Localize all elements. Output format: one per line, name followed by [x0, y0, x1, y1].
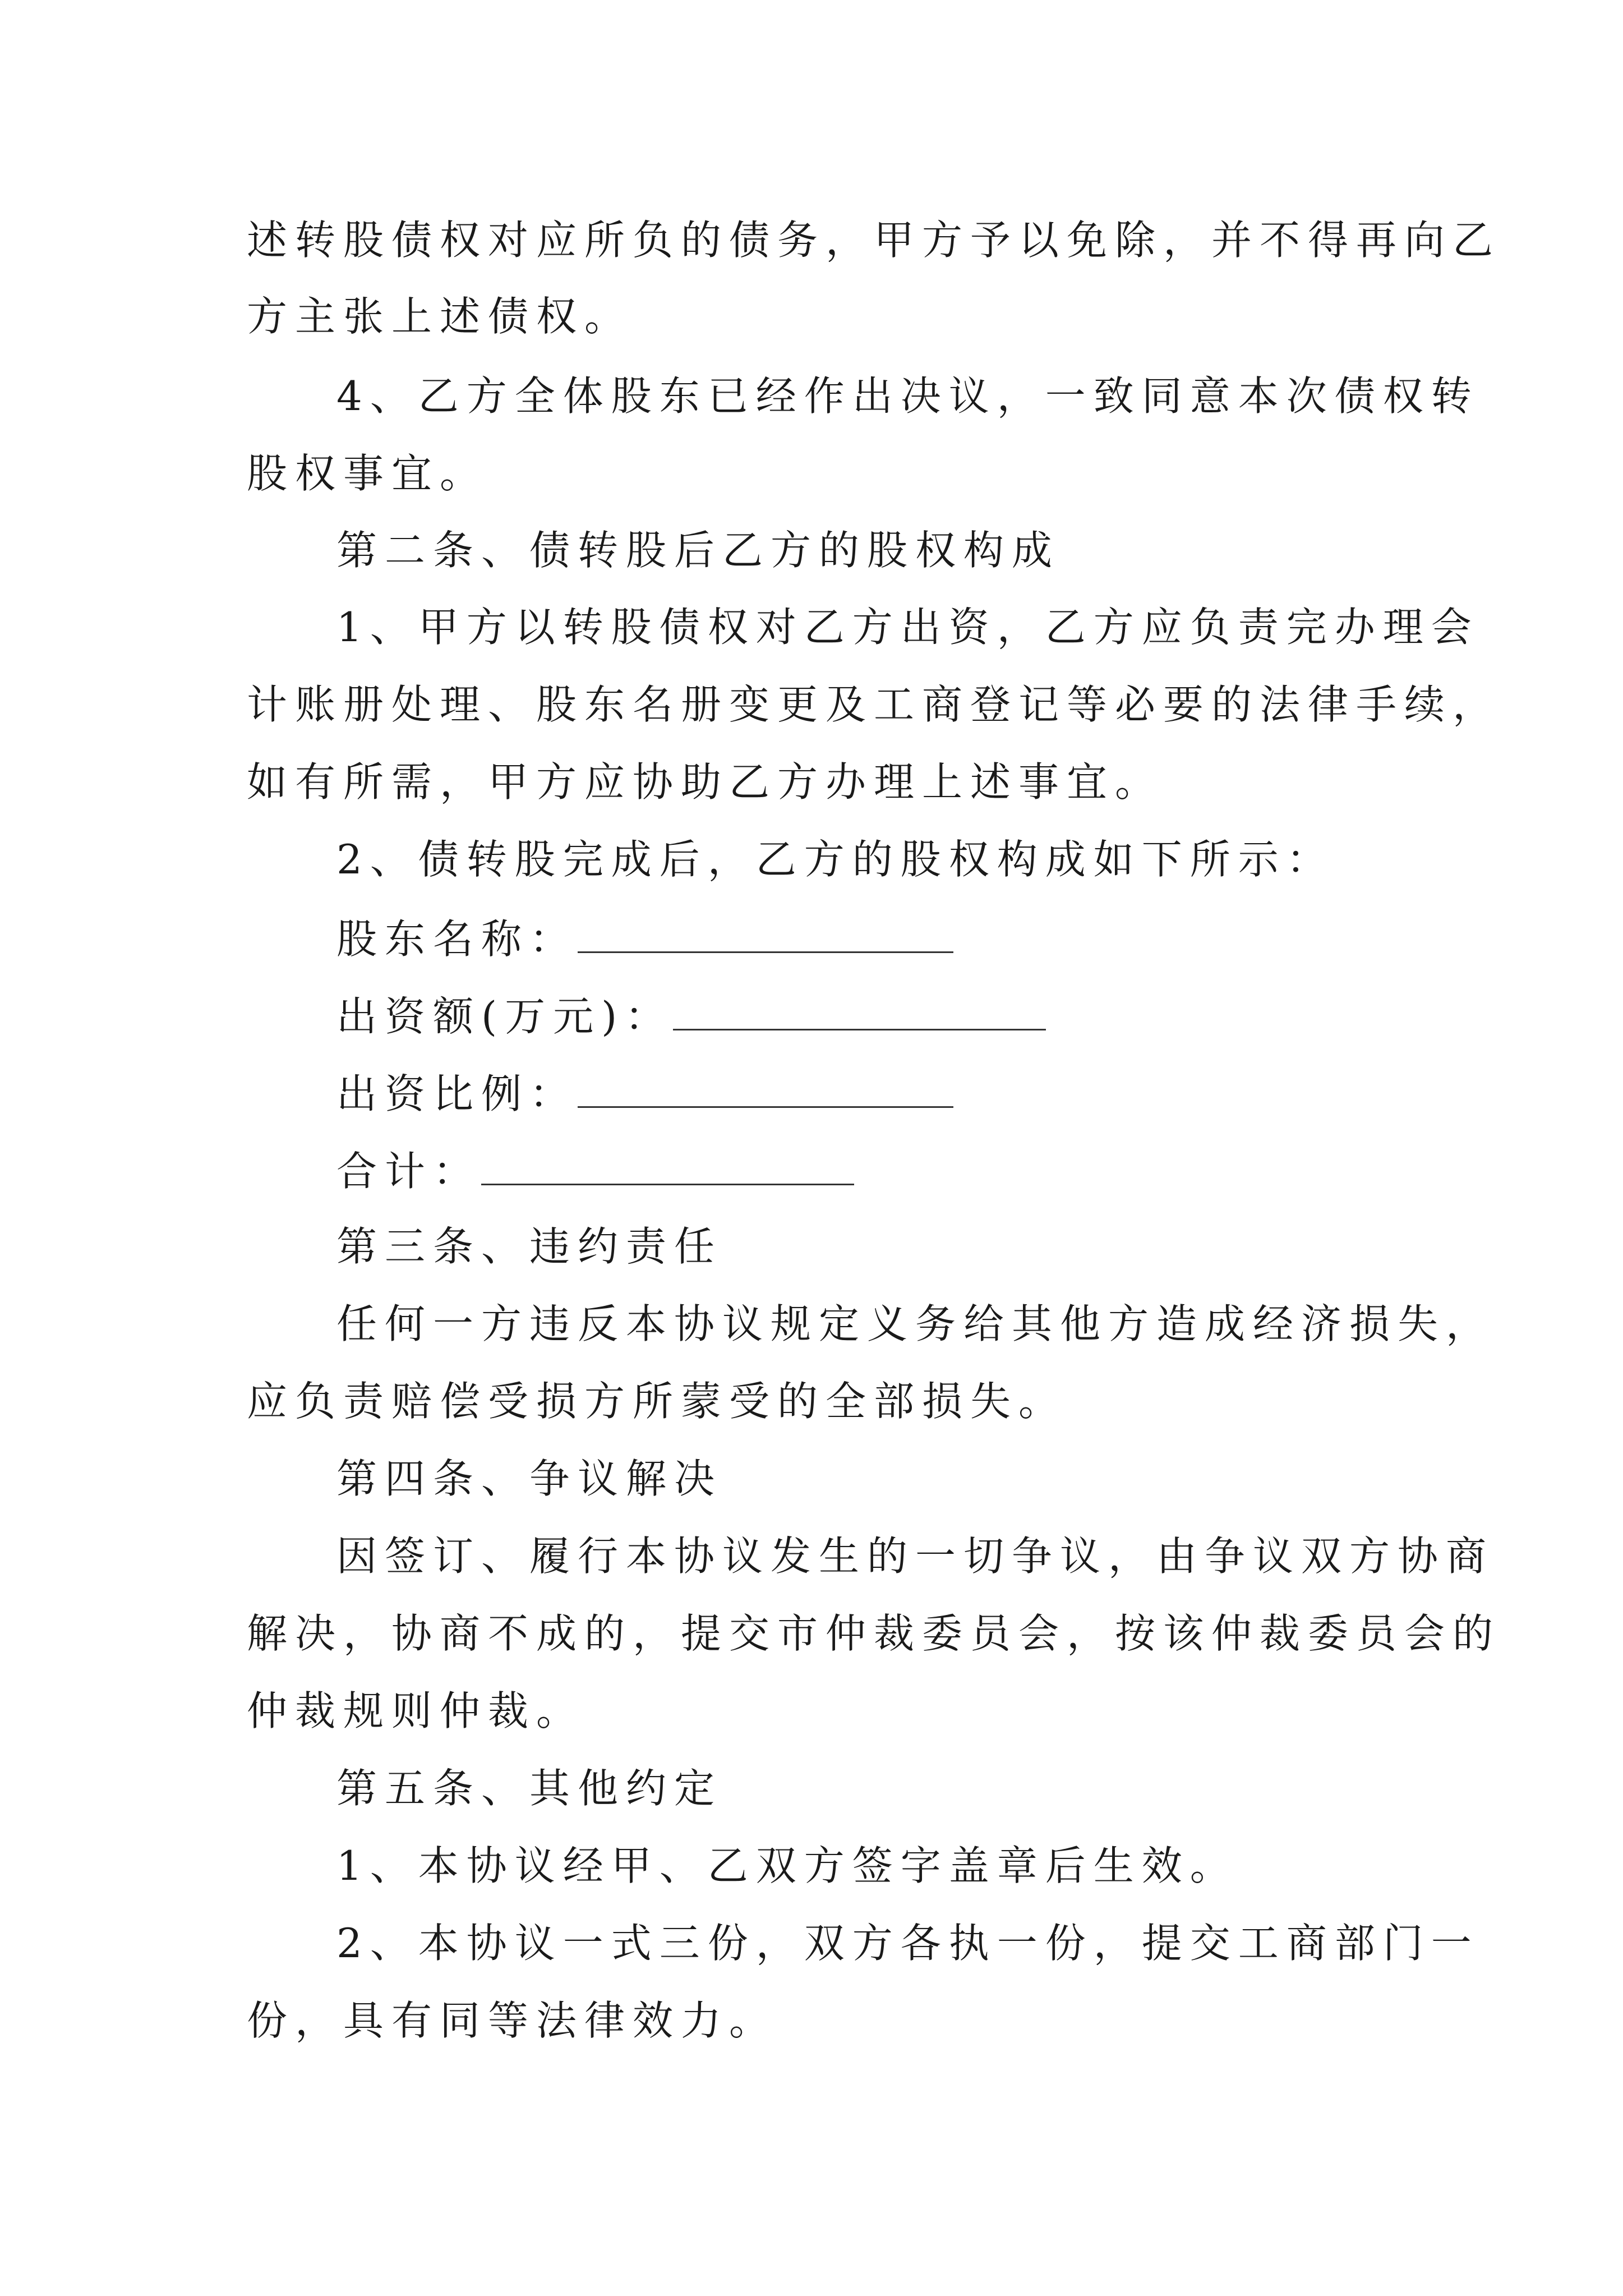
blank-field — [578, 1071, 953, 1108]
field-label: 合计： — [336, 1148, 482, 1195]
field-label: 出资比例： — [336, 1070, 578, 1117]
text-line: 因签订、履行本协议发生的一切争议，由争议双方协商 — [336, 1533, 1495, 1580]
section-heading: 第五条、其他约定 — [336, 1765, 723, 1812]
field-label: 股东名称： — [336, 915, 578, 963]
text-line: 股权事宜。 — [247, 450, 488, 497]
text-line: 4、乙方全体股东已经作出决议，一致同意本次债权转 — [336, 372, 1479, 420]
text-line: 仲裁规则仲裁。 — [247, 1687, 585, 1734]
text-line: 2、本协议一式三份，双方各执一份，提交工商部门一 — [336, 1920, 1479, 1967]
text-line: 方主张上述债权。 — [247, 293, 633, 340]
text-line: 计账册处理、股东名册变更及工商登记等必要的法律手续， — [247, 681, 1501, 728]
text-line: 解决，协商不成的，提交市仲裁委员会，按该仲裁委员会的 — [247, 1610, 1501, 1657]
form-row-shareholder-name — [336, 915, 953, 963]
text-line: 任何一方违反本协议规定义务给其他方造成经济损失， — [336, 1300, 1495, 1347]
text-line: 份，具有同等法律效力。 — [247, 1997, 778, 2044]
text-line: 述转股债权对应所负的债务，甲方予以免除，并不得再向乙 — [247, 217, 1501, 264]
section-heading: 第四条、争议解决 — [336, 1455, 723, 1502]
section-heading: 第三条、违约责任 — [336, 1223, 723, 1270]
form-row-total — [336, 1148, 854, 1195]
blank-field — [673, 994, 1046, 1030]
text-line: 应负责赔偿受损方所蒙受的全部损失。 — [247, 1378, 1067, 1425]
text-line: 1、甲方以转股债权对乙方出资，乙方应负责完办理会 — [336, 604, 1479, 651]
text-line: 1、本协议经甲、乙双方签字盖章后生效。 — [336, 1842, 1238, 1889]
text-line: 2、债转股完成后，乙方的股权构成如下所示： — [336, 836, 1335, 883]
form-row-contribution-ratio — [336, 1070, 953, 1117]
section-heading: 第二条、债转股后乙方的股权构成 — [336, 527, 1061, 574]
field-label: 出资额(万元)： — [336, 993, 674, 1040]
form-row-contribution-amount — [336, 993, 1046, 1040]
blank-field — [578, 917, 953, 953]
text-line: 如有所需，甲方应协助乙方办理上述事宜。 — [247, 758, 1164, 806]
blank-field — [481, 1149, 854, 1185]
